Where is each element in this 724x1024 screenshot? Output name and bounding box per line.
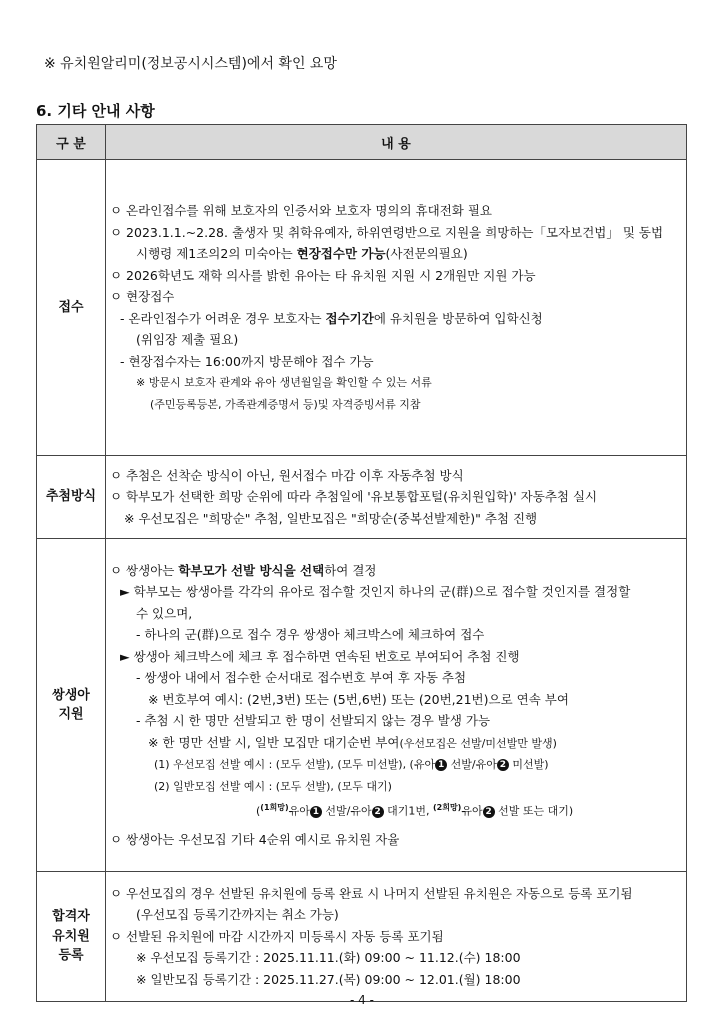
text: (: [256, 805, 261, 819]
list-item: [154, 754, 724, 776]
circled-number-icon: 2: [372, 806, 384, 818]
bold-text: 접수기간: [325, 310, 374, 326]
text: - 온라인접수가 어려운 경우 보호자는: [120, 310, 326, 326]
text: 선발/유아: [321, 805, 372, 819]
list-item: ※ 일반모집 등록기간 : 2025.11.27.(목) 09:00 ~ 12.01.(월) 18:00: [136, 971, 521, 987]
info-table: [36, 124, 687, 1002]
list-item: ㅇ 쌍생아는 우선모집 기타 4순위 예시로 유치원 자율: [110, 831, 400, 847]
circled-number-icon: 1: [435, 759, 447, 771]
list-item: ㅇ 추첨은 선착순 방식이 아닌, 원서접수 마감 이후 자동추첨 방식: [110, 467, 464, 483]
category-line: 쌍생아: [52, 687, 90, 703]
text: 선발/유아: [447, 758, 497, 772]
category-line: 등록: [58, 948, 84, 964]
text: 시행령 제1조의2의 미숙아는: [136, 246, 297, 261]
text: 유아: [288, 805, 310, 819]
text: ※ 한 명만 선발 시, 일반 모집만 대기순번 부여: [148, 734, 400, 750]
list-item: [110, 560, 690, 582]
page-number: - 4 -: [350, 993, 374, 1007]
table-row-lottery: [37, 456, 687, 539]
text: 에 유치원을 방문하여 입학신청: [373, 310, 543, 326]
bold-text: 학부모가 선발 방식을 선택: [178, 562, 325, 578]
category-line: 지원: [58, 707, 84, 722]
list-item: ※ 번호부여 예시: (2번,3번) 또는 (5번,6번) 또는 (20번,21번)으로 연속 부여: [148, 691, 569, 707]
category-lottery: 추첨방식: [37, 456, 106, 539]
table-row-registration: [37, 872, 687, 1002]
list-item: (주민등록등본, 가족관계증명서 등)및 자격증빙서류 지참: [150, 397, 421, 411]
list-item: ㅇ 현장접수: [110, 289, 175, 304]
table-row-twins: [37, 539, 687, 872]
category-registration: [37, 872, 106, 1002]
list-item: - 추첨 시 한 명만 선발되고 한 명이 선발되지 않는 경우 발생 가능: [136, 713, 491, 729]
text: ㅇ 쌍생아는: [110, 562, 179, 578]
list-item: (우선모집 등록기간까지는 취소 가능): [136, 907, 339, 923]
list-item: (2) 일반모집 선발 예시 : (모두 선발), (모두 대기): [154, 779, 392, 793]
row-content: [106, 456, 687, 539]
table-row-reception: [37, 160, 687, 456]
list-item: ㅇ 선발된 유치원에 마감 시간까지 미등록시 자동 등록 포기됨: [110, 928, 444, 944]
category-twins: [37, 539, 106, 872]
list-item: ► 쌍생아 체크박스에 체크 후 접수하면 연속된 번호로 부여되어 추첨 진행: [120, 648, 520, 664]
text: 유아: [461, 805, 483, 819]
list-item: ㅇ 2023.1.1.~2.28. 출생자 및 취학유예자, 하위연령반으로 지원을 희망하는「모자보건법」 및 동법: [110, 224, 664, 240]
list-item: ㅇ 2026학년도 재학 의사를 밝힌 유아는 타 유치원 지원 시 2개원만 지원 가능: [110, 267, 536, 283]
superscript: (2희망): [433, 803, 462, 813]
list-item: ㅇ 우선모집의 경우 선발된 유치원에 등록 완료 시 나머지 선발된 유치원은 자동으로 등록 포기됨: [110, 885, 633, 901]
text: (1) 우선모집 선발 예시 : (모두 선발), (모두 미선발), (유아: [154, 758, 436, 772]
circled-number-icon: 1: [310, 806, 322, 818]
row-content: [106, 872, 687, 1002]
list-item: (위임장 제출 필요): [136, 332, 239, 347]
table-header-row: [37, 125, 687, 160]
list-item: [120, 308, 700, 330]
list-item: ► 학부모는 쌍생아를 각각의 유아로 접수할 것인지 하나의 군(群)으로 접수할 것인지를 결정할: [120, 584, 631, 600]
text: 대기1번,: [383, 805, 433, 819]
list-item: - 현장접수자는 16:00까지 방문해야 접수 가능: [120, 353, 374, 369]
list-item: ※ 우선모집 등록기간 : 2025.11.11.(화) 09:00 ~ 11.12.(수) 18:00: [136, 950, 521, 966]
list-item: [148, 732, 724, 755]
category-reception: 접수: [37, 160, 106, 456]
list-item: ㅇ 온라인접수를 위해 보호자의 인증서와 보호자 명의의 휴대전화 필요: [110, 203, 492, 218]
circled-number-icon: 2: [497, 759, 509, 771]
list-item: - 하나의 군(群)으로 접수 경우 쌍생아 체크박스에 체크하여 접수: [136, 627, 485, 643]
superscript: (1희망): [260, 803, 289, 813]
section-title: 6. 기타 안내 사항: [36, 102, 155, 120]
list-item: [256, 797, 724, 822]
top-note: ※ 유치원알리미(정보공시시스템)에서 확인 요망: [44, 56, 337, 72]
bold-text: 현장접수만 가능: [296, 246, 386, 261]
text: 하여 결정: [324, 562, 377, 578]
list-item: - 쌍생아 내에서 접수한 순서대로 접수번호 부여 후 자동 추첨: [136, 670, 467, 686]
text: 미선발): [508, 758, 549, 772]
header-content: 내 용: [106, 125, 687, 160]
list-item: ※ 우선모집은 "희망순" 추첨, 일반모집은 "희망순(중복선발제한)" 추첨 진행: [124, 510, 538, 526]
category-line: 유치원: [52, 928, 90, 944]
list-item: 수 있으며,: [136, 605, 193, 621]
list-item: ※ 방문시 보호자 관계와 유아 생년월일을 확인할 수 있는 서류: [136, 376, 432, 389]
small-text: (우선모집은 선발/미선발만 발생): [399, 736, 557, 750]
text: (사전문의필요): [385, 246, 468, 261]
circled-number-icon: 2: [483, 806, 495, 818]
header-category: 구 분: [37, 125, 106, 160]
category-line: 합격자: [52, 909, 90, 925]
row-content: [106, 160, 687, 456]
text: 선발 또는 대기): [494, 805, 574, 819]
list-item: ㅇ 학부모가 선택한 희망 순위에 따라 추첨일에 '유보통합포털(유치원입학)' 자동추첨 실시: [110, 489, 598, 505]
list-item: [136, 243, 716, 265]
row-content: [106, 539, 687, 872]
